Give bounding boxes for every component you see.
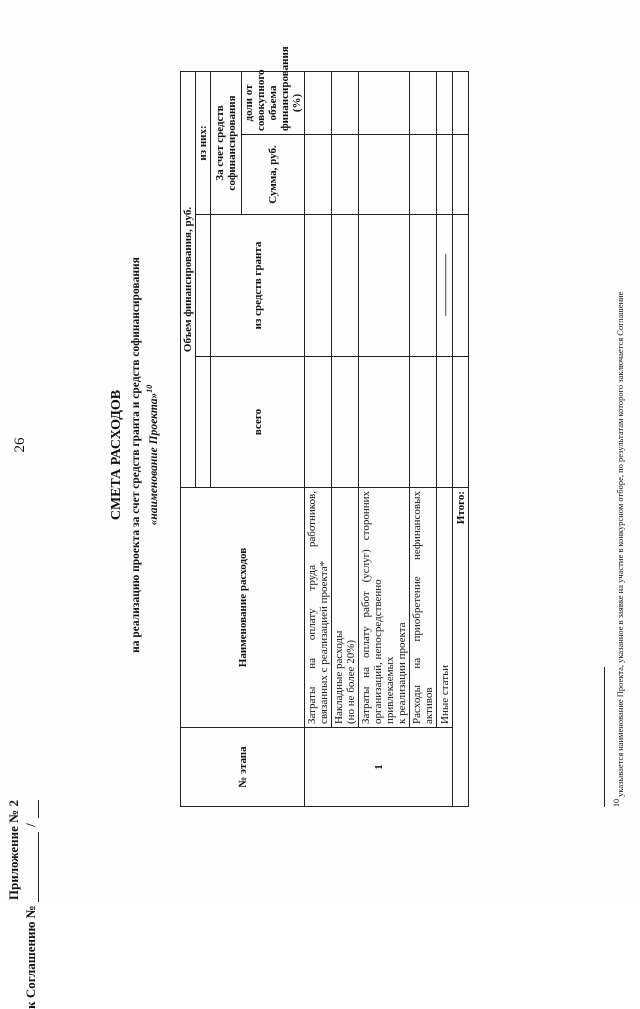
agreement-reference (22, 800, 39, 1009)
appendix-reference (5, 800, 39, 1009)
expense-name-cell (437, 488, 453, 728)
expense-name-line: Иные статьи (438, 665, 451, 724)
expense-name-cell (332, 488, 359, 728)
header-expense-name: Наименование расходов (181, 488, 305, 728)
expense-name-line: Затраты на оплату работ (услуг) сторонних (360, 491, 372, 724)
estimate-title: СМЕТА РАСХОДОВ (109, 389, 124, 521)
total-cell (359, 357, 410, 488)
agreement-slash: / (23, 823, 38, 827)
page-number: 26 (12, 437, 28, 453)
total-label: Итого: (453, 488, 469, 807)
expense-row (410, 71, 437, 806)
total-cell (332, 357, 359, 488)
agreement-prefix: к Соглашению № (23, 905, 38, 1009)
grant-cell: ------------------------------- (437, 215, 453, 357)
cofinancing-share-cell (359, 71, 410, 134)
header-sum-rub: Сумма, руб. (242, 135, 305, 215)
header-of-which: из них: (196, 71, 211, 214)
footnote-number: 10 (612, 799, 621, 807)
expense-row (437, 71, 453, 806)
grant-cell (359, 215, 410, 357)
header-share-pct: доли от совокупного объема финансирования (%) (242, 71, 305, 134)
footnote (612, 87, 625, 807)
expense-name-line: активов (423, 687, 435, 724)
total-grant-cell (453, 215, 469, 357)
expense-name-cell (305, 488, 332, 728)
total-cell (305, 357, 332, 488)
stage-number-cell: 1 (305, 728, 453, 807)
total-sum-cell (453, 357, 469, 488)
estimate-subtitle (125, 125, 143, 785)
header-total: всего (211, 357, 305, 488)
total-cofinancing-sum-cell (453, 135, 469, 215)
footnote-text: указывается наименование Проекта, указанное в заявке на участие в конкурсном отборе, по результатам которого заключается Соглашение (614, 291, 625, 799)
total-row (453, 71, 469, 806)
header-stage-no: № этапа (181, 728, 305, 807)
expense-name-line: Накладные расходы (333, 630, 345, 724)
expense-row (332, 71, 359, 806)
agreement-number-blank (26, 832, 39, 902)
expense-name-line: Затраты на оплату труда работников, (306, 491, 318, 724)
expense-name-line: связанных с реализацией проекта* (318, 560, 330, 724)
cofinancing-share-cell (305, 71, 332, 134)
header-cofinancing: За счет средств софинансирования (211, 71, 242, 214)
project-name-footnote-ref: 10 (144, 384, 154, 393)
cofinancing-sum-cell (437, 135, 453, 215)
header-funding-volume: Объем финансирования, руб. (181, 71, 196, 487)
grant-cell (305, 215, 332, 357)
cofinancing-sum-cell (305, 135, 332, 215)
agreement-year-blank (26, 800, 39, 818)
expense-name-line: Расходы на приобретение нефинансовых (411, 491, 423, 724)
estimate-heading (108, 125, 161, 785)
cofinancing-sum-cell (332, 135, 359, 215)
header-blank-cell (196, 357, 211, 488)
expense-name-cell (410, 488, 437, 728)
budget-table (180, 46, 469, 807)
header-from-grant: из средств гранта (211, 215, 305, 357)
cofinancing-sum-cell (359, 135, 410, 215)
project-name-text: «наименование Проекта» (147, 392, 160, 526)
footnote-separator (604, 667, 605, 807)
expense-name-line: к реализации проекта (396, 622, 408, 724)
grant-cell (410, 215, 437, 357)
expense-name-line: организаций, непосредственно (372, 579, 384, 724)
estimate-subtitle-text: на реализацию проекта за счет средств гранта и средств софинансирования (129, 257, 142, 653)
expense-name-cell (359, 488, 410, 728)
total-cofinancing-share-cell (453, 71, 469, 134)
cofinancing-share-cell (332, 71, 359, 134)
expense-name-line: привлекаемых (384, 656, 396, 724)
expense-row (305, 71, 332, 806)
total-cell (437, 357, 453, 488)
header-blank-cell (196, 215, 211, 357)
expense-row (359, 71, 410, 806)
cofinancing-share-cell (410, 71, 437, 134)
appendix-title: Приложение № 2 (6, 800, 21, 901)
expense-name-line: (но не более 20%) (345, 639, 357, 724)
cofinancing-sum-cell (410, 135, 437, 215)
grant-cell (332, 215, 359, 357)
cofinancing-share-cell (437, 71, 453, 134)
total-cell (410, 357, 437, 488)
project-name-placeholder (143, 125, 161, 785)
